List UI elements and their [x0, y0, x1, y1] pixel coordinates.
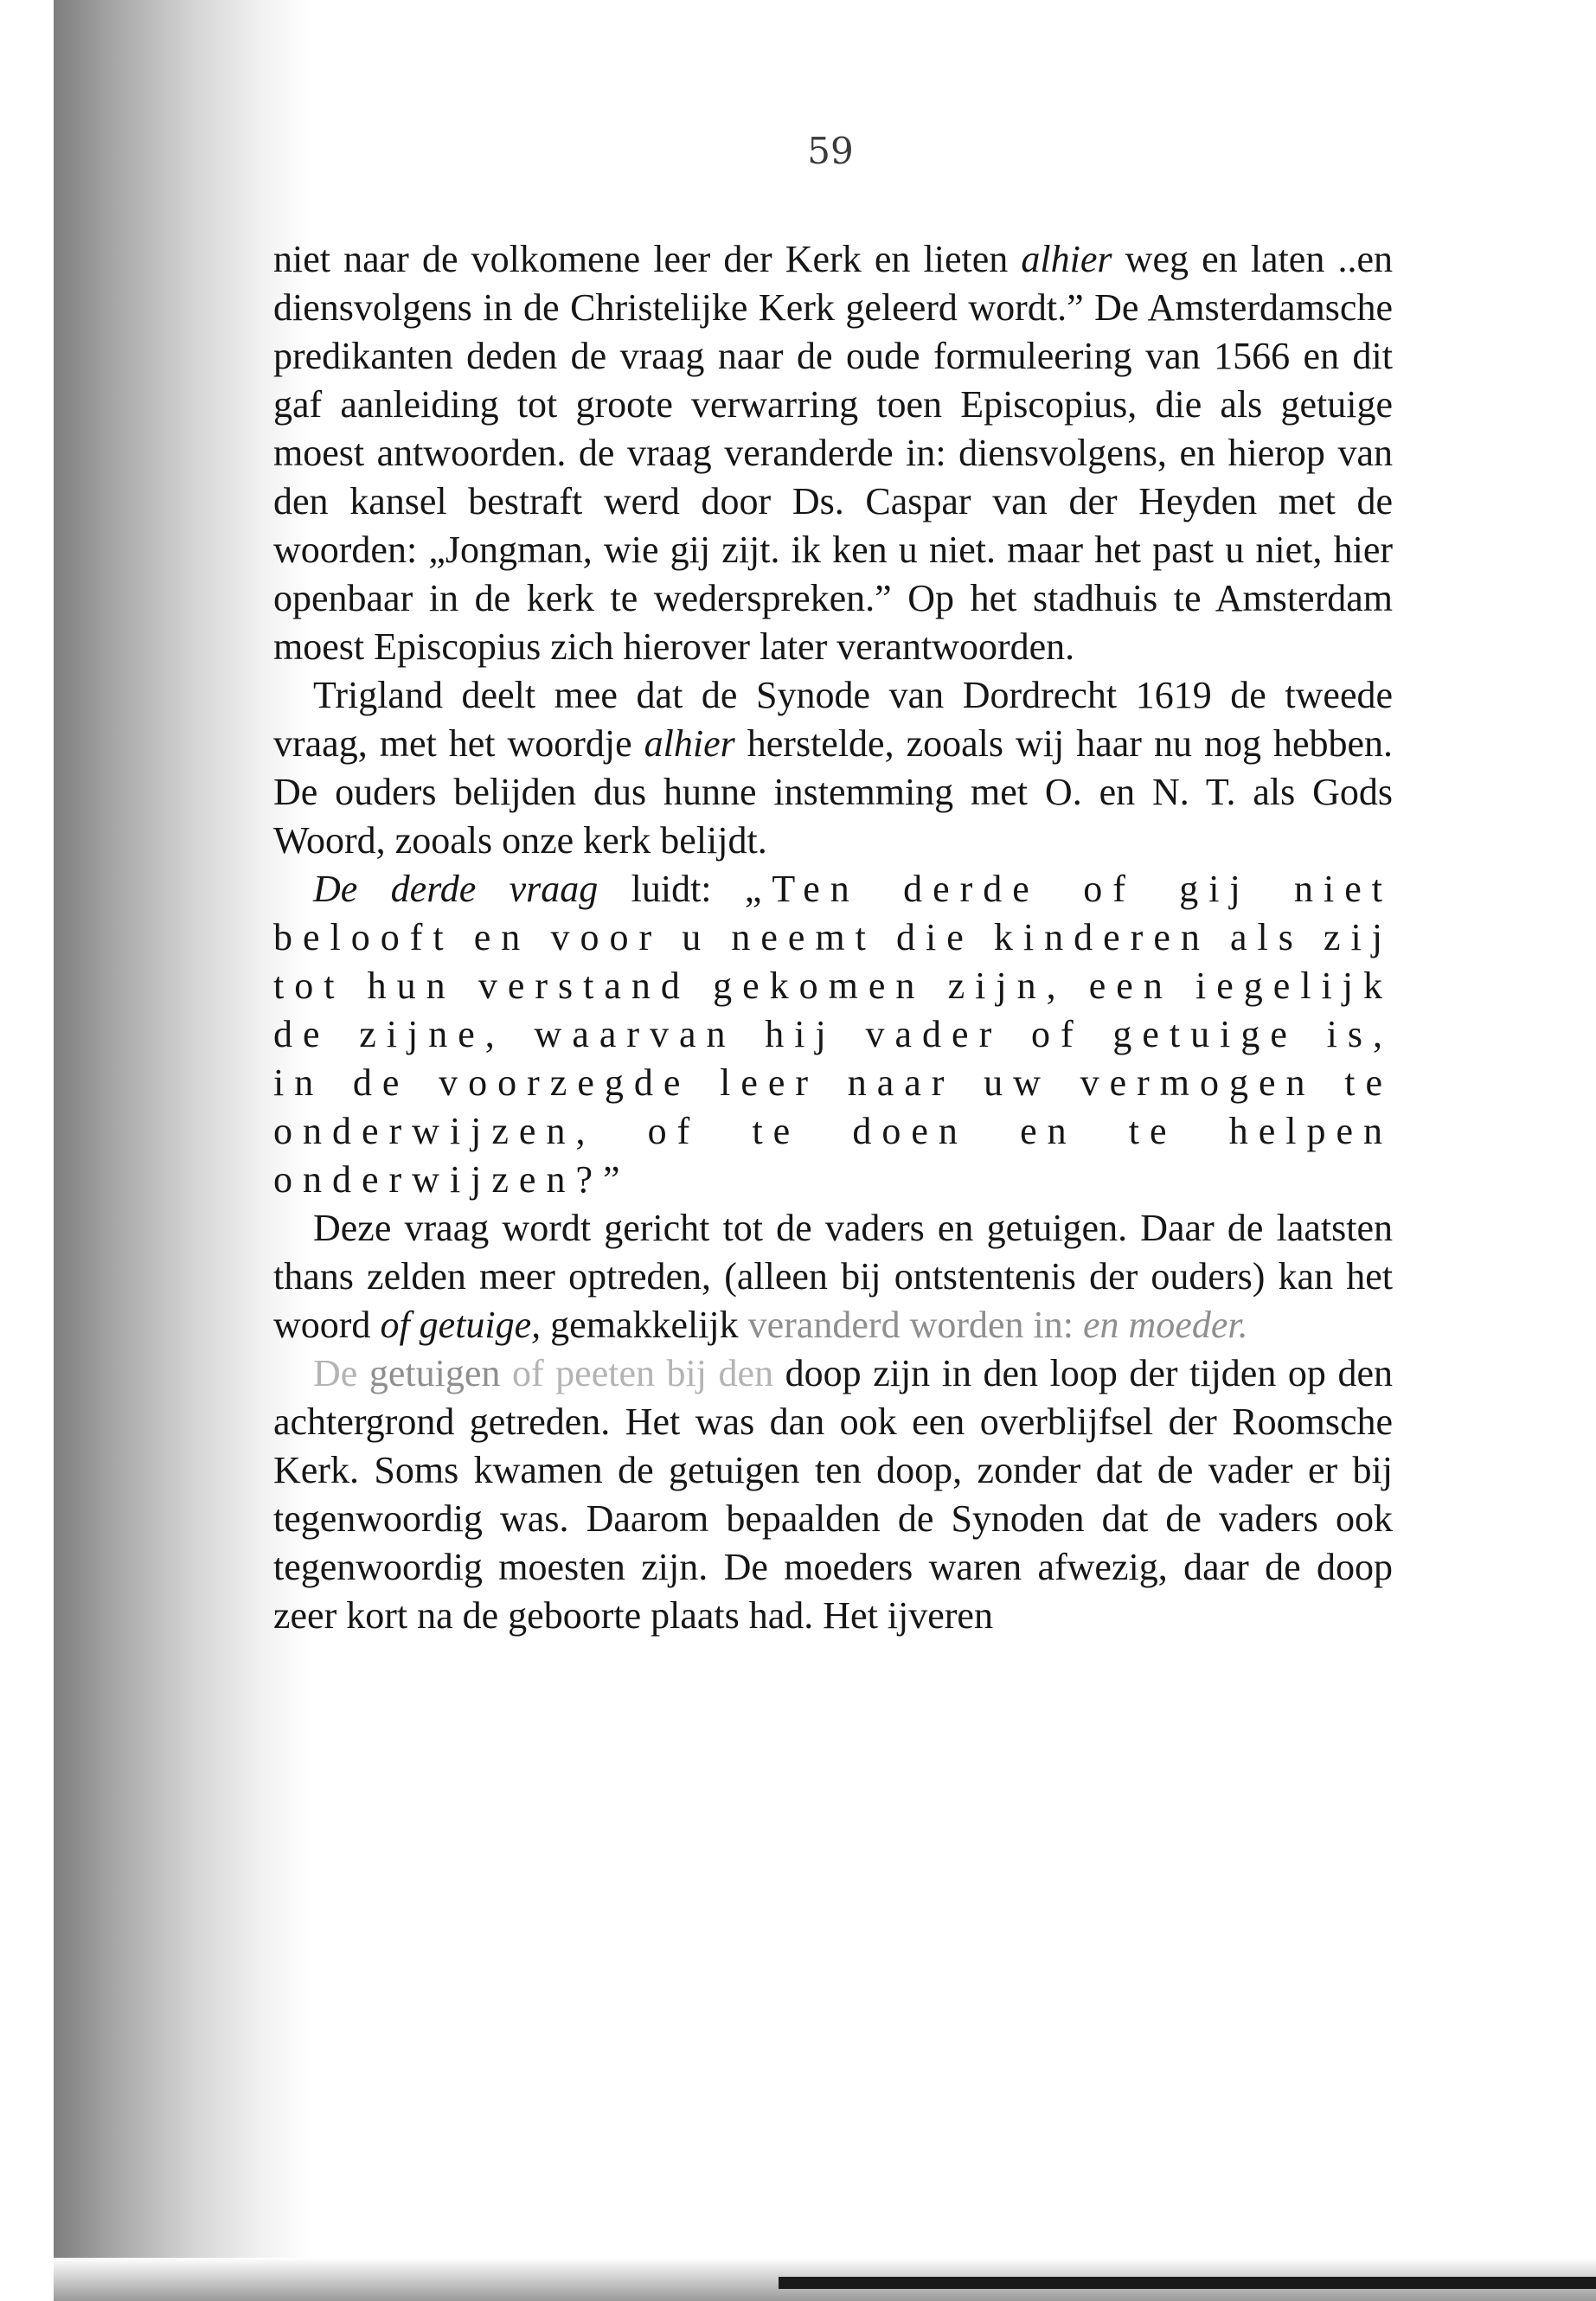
paragraph-2: [273, 671, 1393, 865]
paragraph-1-text-a: niet naar de volkomene leer der Kerk en lieten: [273, 238, 1022, 280]
paragraph-1-italic-term: alhier: [1021, 238, 1112, 280]
paragraph-2-italic-term: alhier: [644, 722, 735, 765]
paragraph-2-text-c: herstelde, zooals wij haar nu nog hebben. De ouders belijden dus hunne instemming met O. en N. T. als Gods Woord, zooals onze kerk belijdt.: [273, 722, 1394, 862]
paragraph-5-text-d: doop zijn in den loop der tijden op den achtergrond getreden. Het was dan ook een overblijfsel der Roomsche Kerk. Soms kwamen de getuigen ten doop, zonder dat de vader er bij tegenwoordig was. Daarom bepaalden de Synoden dat de vaders ook tegenwoordig moesten zijn. De moeders waren afwezig, daar de doop zeer kort na de geboorte plaats had. Het ijveren: [273, 1352, 1393, 1637]
paragraph-4-faded-text: veranderd worden in:: [747, 1304, 1083, 1346]
paragraph-4-text-a: Deze vraag wordt gericht tot de vaders en getuigen. Daar de laatsten thans zelden meer optreden, (alleen bij ontstentenis der ouders) kan het woord: [273, 1207, 1393, 1346]
paragraph-3-text-b: luidt:: [598, 868, 745, 910]
paragraph-5: [273, 1349, 1393, 1640]
paragraph-5-faded-phrase: of peeten bij den: [500, 1352, 774, 1394]
body-text: [273, 235, 1393, 1640]
paragraph-1-text-c: weg en laten ..en diensvolgens in de Christelijke Kerk geleerd wordt.” De Amsterdamsche predikanten deden de vraag naar de oude formuleering van 1566 en dit gaf aanleiding tot groote verwarring toen Episcopius, die als getuige moest antwoorden. de vraag veranderde in: diensvolgens, en hierop van den kansel bestraft werd door Ds. Caspar van der Heyden met de woorden: „Jongman, wie gij zijt. ik ken u niet. maar het past u niet, hier openbaar in de kerk te wederspreken.” Op het stadhuis te Amsterdam moest Episcopius zich hierover later verantwoorden.: [273, 238, 1394, 668]
paragraph-4-faded-italic: en moeder.: [1082, 1304, 1248, 1346]
paragraph-2-text-a: Trigland deelt mee dat de Synode van Dordrecht 1619 de tweede vraag, met het woordje: [273, 674, 1393, 765]
paragraph-1: [273, 235, 1393, 671]
paragraph-5-faded-word: getuigen: [369, 1352, 501, 1394]
paragraph-4-text-c: gemakkelijk: [541, 1304, 748, 1346]
paragraph-3: [273, 865, 1393, 1204]
paragraph-5-faded-start: De: [313, 1352, 369, 1394]
paragraph-4: [273, 1204, 1393, 1349]
scan-bottom-edge: [779, 2277, 1596, 2289]
page-number: 59: [807, 130, 854, 172]
paragraph-4-italic-term: of getuige,: [380, 1304, 542, 1346]
scan-margin: [0, 0, 54, 2301]
paragraph-3-quote: „Ten derde of gij niet belooft en voor u neemt die kinderen als zij tot hun verstand gekomen zijn, een iegelijk de zijne, waarvan hij vader of getuige is, in de voorzegde leer naar uw vermogen te onderwijzen, of te doen en te helpen onderwijzen?”: [273, 868, 1394, 1201]
paragraph-3-heading: De derde vraag: [313, 868, 599, 910]
